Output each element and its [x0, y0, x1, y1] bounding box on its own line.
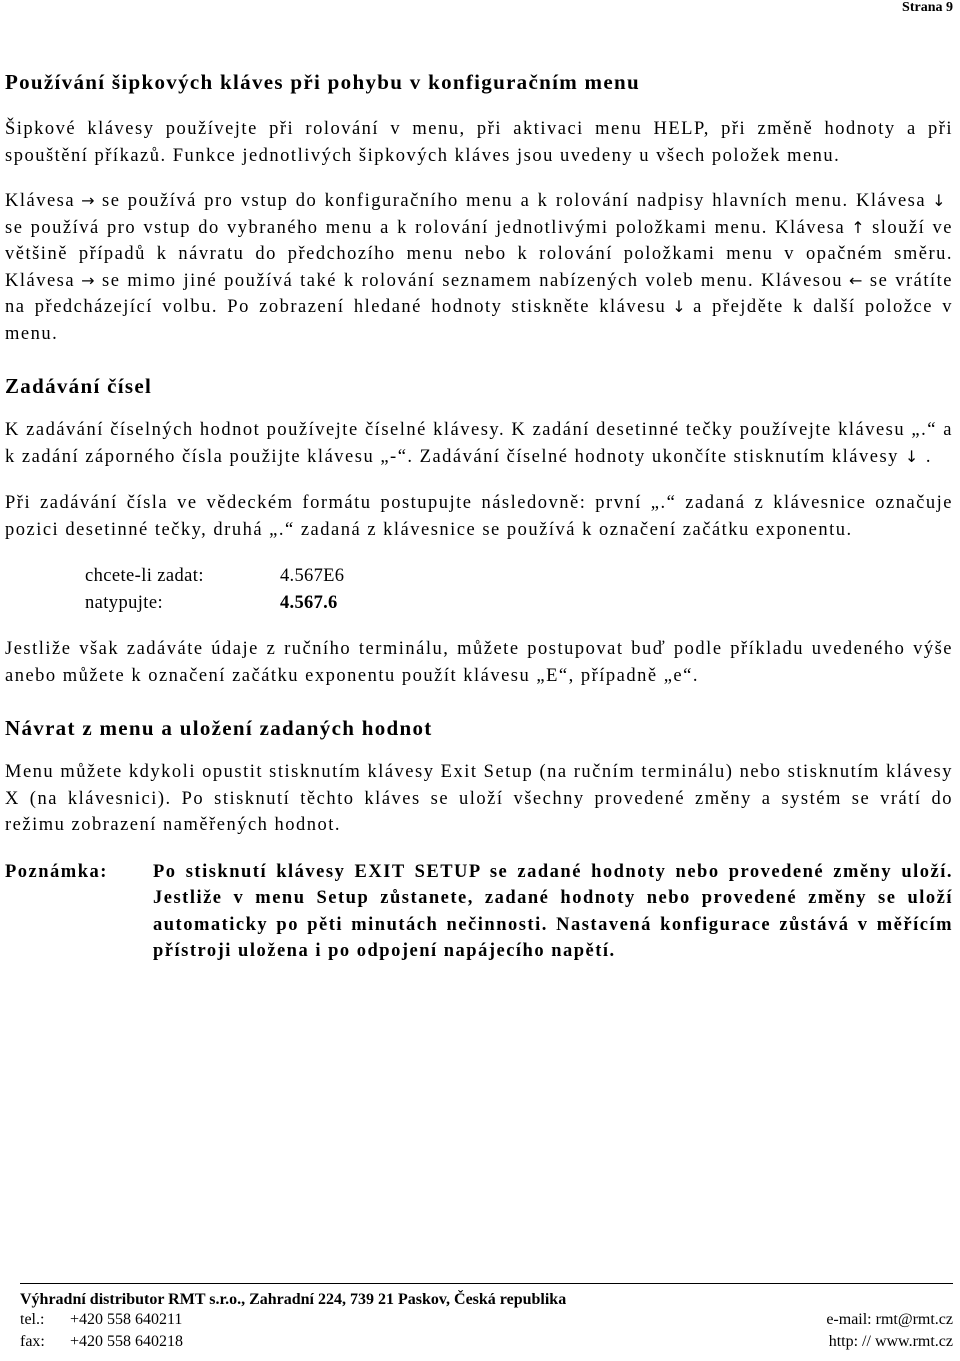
note-block [5, 859, 953, 965]
text-run: slouží ve většině případů k návratu do předchozího menu nebo k rolování položkami menu v opačném směru. Klávesa [5, 217, 953, 291]
example-value: 4.567E6 [280, 566, 345, 586]
text-run: a přejděte k další položce v menu. [5, 297, 953, 344]
page-number: Strana 9 [902, 0, 953, 15]
footer-email[interactable]: e-mail: rmt@rmt.cz [826, 1311, 953, 1328]
arrow-down-icon: ↓ [672, 297, 688, 316]
footer-contact-row [20, 1331, 953, 1353]
example-key: chcete-li zadat: [85, 566, 204, 586]
arrow-down-icon: ↓ [904, 446, 920, 466]
arrow-up-icon: ↑ [851, 217, 867, 237]
section-title-numbers: Zadávání čísel [5, 374, 153, 398]
footer-divider [20, 1283, 953, 1284]
example-value: 4.567.6 [280, 593, 338, 613]
arrows-paragraph-1: Šipkové klávesy používejte při rolování v menu, při aktivaci menu HELP, při změně hodnoty a při spouštění příkazů. Funkce jednotlivých šipkových kláves jsou uvedeny u všech položek menu. [5, 119, 953, 166]
text-run: se mimo jiné používá také k rolování seznamem nabízených voleb menu. Klávesou [102, 270, 843, 291]
text-run: se vrátíte na předcházející volbu. Po zobrazení hledané hodnoty stiskněte klávesu [5, 270, 953, 317]
footer-phone [20, 1309, 182, 1331]
section-title-exit: Návrat z menu a uložení zadaných hodnot [5, 716, 433, 740]
footer-fax [20, 1331, 183, 1353]
arrow-right-icon: → [81, 270, 96, 290]
text-run: K zadávání číselných hodnot používejte číselné klávesy. K zadání desetinné tečky používejte klávesu „.“ a k zadání záporného čísla použijte klávesu „-“. Zadávání číselné hodnoty ukončíte stisknutím klávesy [5, 420, 953, 467]
fax-value: +420 558 640218 [70, 1333, 184, 1350]
fax-label: fax: [20, 1333, 45, 1350]
note-text: Po stisknutí klávesy EXIT SETUP se zadané hodnoty nebo provedené změny uloží. Jestliže v menu Setup zůstanete, zadané hodnoty nebo provedené změny se uloží automaticky po pěti minutách nečinnosti. Nastavená konfigurace zůstává v měřícím přístroji uložena i po odpojení napájecího napětí. [153, 861, 953, 961]
text-run: . [925, 446, 932, 467]
arrow-down-icon: ↓ [932, 191, 947, 210]
document-body [5, 68, 953, 965]
example-key: natypujte: [85, 593, 163, 613]
phone-value: +420 558 640211 [70, 1311, 183, 1328]
entry-example [85, 563, 953, 617]
section-title-arrows: Používání šipkových kláves při pohybu v konfiguračním menu [5, 70, 640, 94]
text-run: Klávesa [5, 191, 76, 211]
footer-contact-row [20, 1309, 953, 1331]
text-run: se používá pro vstup do konfiguračního menu a k rolování nadpisy hlavních menu. Klávesa [102, 191, 927, 211]
footer-website[interactable]: http: // www.rmt.cz [828, 1333, 953, 1350]
phone-label: tel.: [20, 1311, 45, 1328]
numbers-paragraph-2: Při zadávání čísla ve vědeckém formátu postupujte následovně: první „.“ zadaná z klávesnice označuje pozici desetinné tečky, druhá „.“ zadaná z klávesnice se používá k označení začátku exponentu. [5, 493, 953, 540]
example-row [85, 563, 953, 590]
footer-distributor: Výhradní distributor RMT s.r.o., Zahradní 224, 739 21 Paskov, Česká republika [20, 1291, 567, 1308]
arrow-right-icon: → [81, 191, 96, 210]
example-row [85, 590, 953, 617]
numbers-paragraph-3: Jestliže však zadáváte údaje z ručního terminálu, můžete postupovat buď podle příkladu uvedeného výše anebo můžete k označení začátku exponentu použít klávesu „E“, případně „e“. [5, 639, 953, 686]
arrows-paragraph-2 [5, 188, 953, 347]
numbers-paragraph-1 [5, 417, 953, 470]
exit-paragraph-1: Menu můžete kdykoli opustit stisknutím klávesy Exit Setup (na ručním terminálu) nebo stisknutím klávesy X (na klávesnici). Po stisknutí těchto kláves se uloží všechny provedené změny a systém se vrátí do režimu zobrazení naměřených hodnot. [5, 762, 953, 835]
arrow-left-icon: ← [848, 270, 864, 290]
note-label: Poznámka: [5, 861, 108, 882]
page-footer [20, 1283, 953, 1353]
text-run: se používá pro vstup do vybraného menu a k rolování jednotlivými položkami menu. Klávesa [5, 217, 846, 238]
